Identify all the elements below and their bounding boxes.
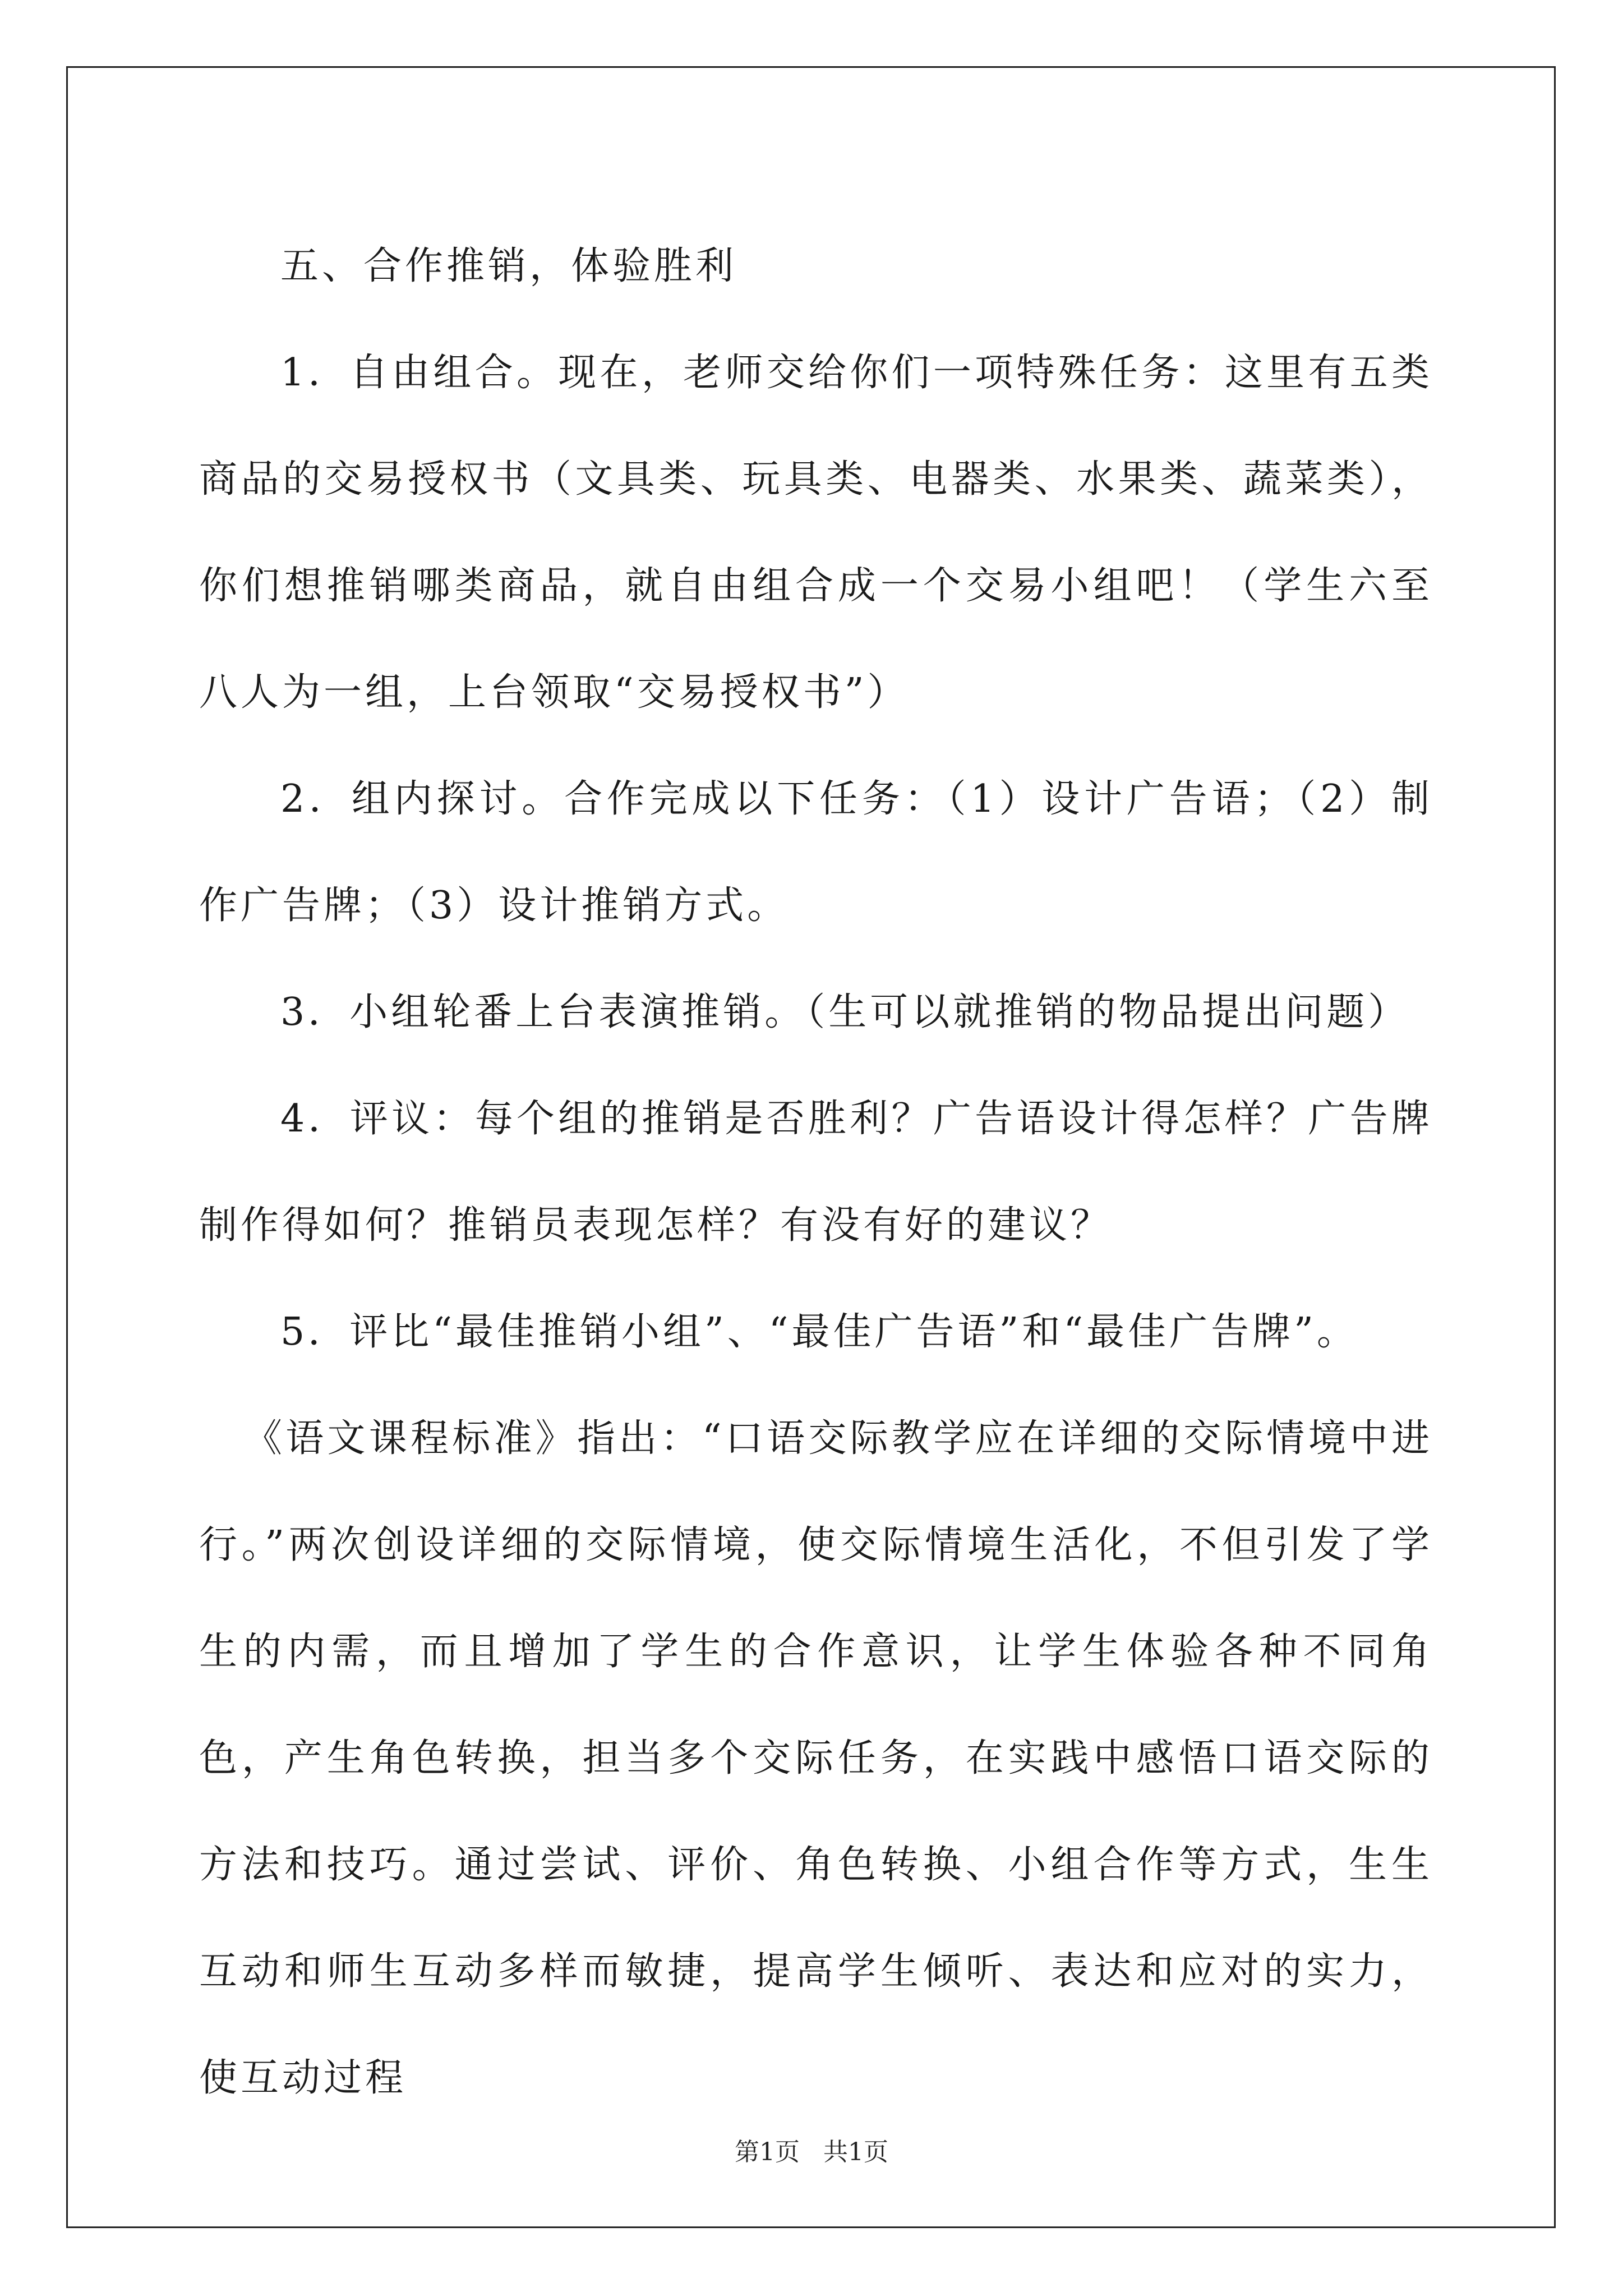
paragraph-item-4: 4．评议：每个组的推销是否胜利？广告语设计得怎样？广告牌制作得如何？推销员表现怎样？有没有好的建议？ [199, 1097, 1433, 1248]
commentary-paragraph: 《语文课程标准》指出：“口语交际教学应在详细的交际情境中进行。”两次创设详细的交际情境，使交际情境生活化，不但引发了学生的内需，而且增加了学生的合作意识，让学生体验各种不同角色，产生角色转换，担当多个交际任务，在实践中感悟口语交际的方法和技巧。通过尝试、评价、角色转换、小组合作等方式，生生互动和师生互动多样而敏捷，提高学生倾听、表达和应对的实力，使互动过程 [199, 1416, 1433, 2100]
paragraph-item-1: 1．自由组合。现在，老师交给你们一项特殊任务：这里有五类商品的交易授权书（文具类、玩具类、电器类、水果类、蔬菜类），你们想推销哪类商品，就自由组合成一个交易小组吧！（学生六至八人为一组，上台领取“交易授权书”） [199, 351, 1433, 715]
page-total: 共1页 [823, 2138, 888, 2166]
paragraph-item-3: 3．小组轮番上台表演推销。（生可以就推销的物品提出问题） [280, 990, 1410, 1034]
paragraph-item-5: 5．评比“最佳推销小组”、“最佳广告语”和“最佳广告牌”。 [280, 1310, 1358, 1354]
section-heading: 五、合作推销，体验胜利 [280, 244, 737, 288]
paragraph-item-2: 2．组内探讨。合作完成以下任务：（1）设计广告语；（2）制作广告牌；（3）设计推销方式。 [199, 777, 1433, 928]
page-number: 第1页 [735, 2138, 800, 2166]
document-body [199, 213, 1433, 2132]
page-footer [0, 2132, 1623, 2168]
